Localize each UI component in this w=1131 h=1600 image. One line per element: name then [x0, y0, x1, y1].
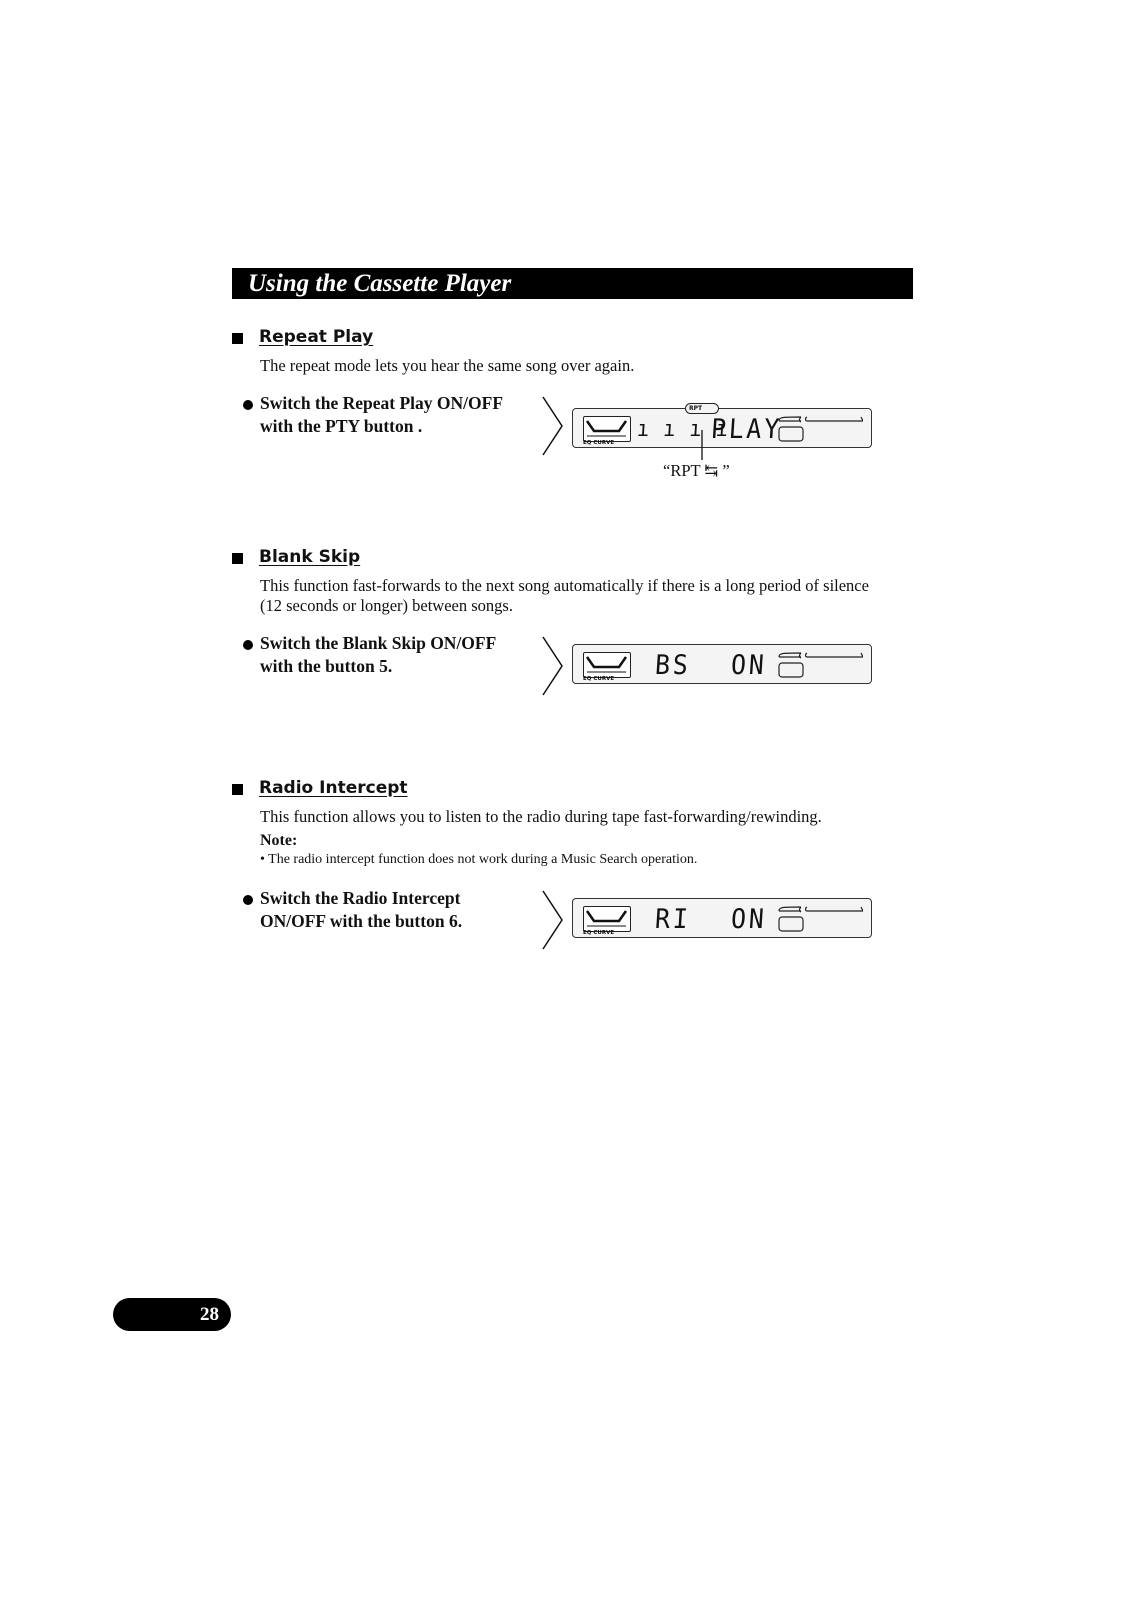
eq-curve-icon	[583, 416, 631, 442]
arrow-right-icon	[542, 890, 564, 950]
section-title-repeat-play: Repeat Play	[259, 327, 374, 347]
tape-direction-icon	[777, 651, 863, 679]
bullet-dot	[243, 640, 253, 650]
section-title-blank-skip: Blank Skip	[259, 547, 361, 567]
instruction-line: with the button 5.	[260, 656, 393, 676]
lcd-function-text: RI	[654, 904, 692, 935]
section-description: (12 seconds or longer) between songs.	[260, 596, 513, 615]
eq-curve-label: EQ CURVE	[583, 440, 615, 446]
lcd-track-segments: ı ı ı ı	[636, 417, 730, 442]
section-title-radio-intercept: Radio Intercept	[259, 778, 408, 798]
arrow-right-icon	[542, 636, 564, 696]
section-description: This function fast-forwards to the next song automatically if there is a long period of silence	[260, 576, 869, 595]
eq-curve-icon	[583, 652, 631, 678]
instruction-line: Switch the Radio Intercept	[260, 888, 461, 908]
bullet-dot	[243, 400, 253, 410]
section-header-banner	[232, 268, 913, 299]
section-marker-square	[232, 333, 243, 344]
instruction-line: ON/OFF with the button 6.	[260, 911, 463, 931]
lcd-status-text: ON	[730, 650, 768, 681]
instruction-line: Switch the Blank Skip ON/OFF	[260, 633, 497, 653]
page-number: 28	[200, 1304, 219, 1325]
tape-direction-icon	[777, 905, 863, 933]
lcd-display-blank-skip	[572, 644, 872, 684]
section-marker-square	[232, 784, 243, 795]
note-label: Note:	[260, 832, 298, 849]
bullet-dot	[243, 895, 253, 905]
lcd-main-text: PLAY	[710, 414, 783, 445]
note-item: • The radio intercept function does not work during a Music Search operation.	[260, 852, 698, 867]
callout-line	[700, 430, 704, 460]
rpt-indicator-caption: “RPT ↹ ”	[663, 461, 730, 480]
rpt-indicator-icon	[685, 403, 719, 414]
rpt-indicator-label: RPT	[689, 405, 703, 412]
eq-curve-icon	[583, 906, 631, 932]
instruction-line: Switch the Repeat Play ON/OFF	[260, 393, 504, 413]
lcd-display-repeat	[572, 405, 872, 448]
section-description: This function allows you to listen to the radio during tape fast-forwarding/rewinding.	[260, 807, 822, 826]
lcd-display-radio-intercept	[572, 898, 872, 938]
tape-direction-icon	[777, 415, 863, 443]
instruction-line: with the PTY button .	[260, 416, 423, 436]
page-number-badge	[113, 1298, 231, 1331]
eq-curve-label: EQ CURVE	[583, 930, 615, 936]
lcd-function-text: BS	[654, 650, 692, 681]
page-title: Using the Cassette Player	[248, 270, 512, 297]
section-marker-square	[232, 553, 243, 564]
eq-curve-label: EQ CURVE	[583, 676, 615, 682]
section-description: The repeat mode lets you hear the same song over again.	[260, 356, 635, 375]
arrow-right-icon	[542, 396, 564, 456]
lcd-status-text: ON	[730, 904, 768, 935]
